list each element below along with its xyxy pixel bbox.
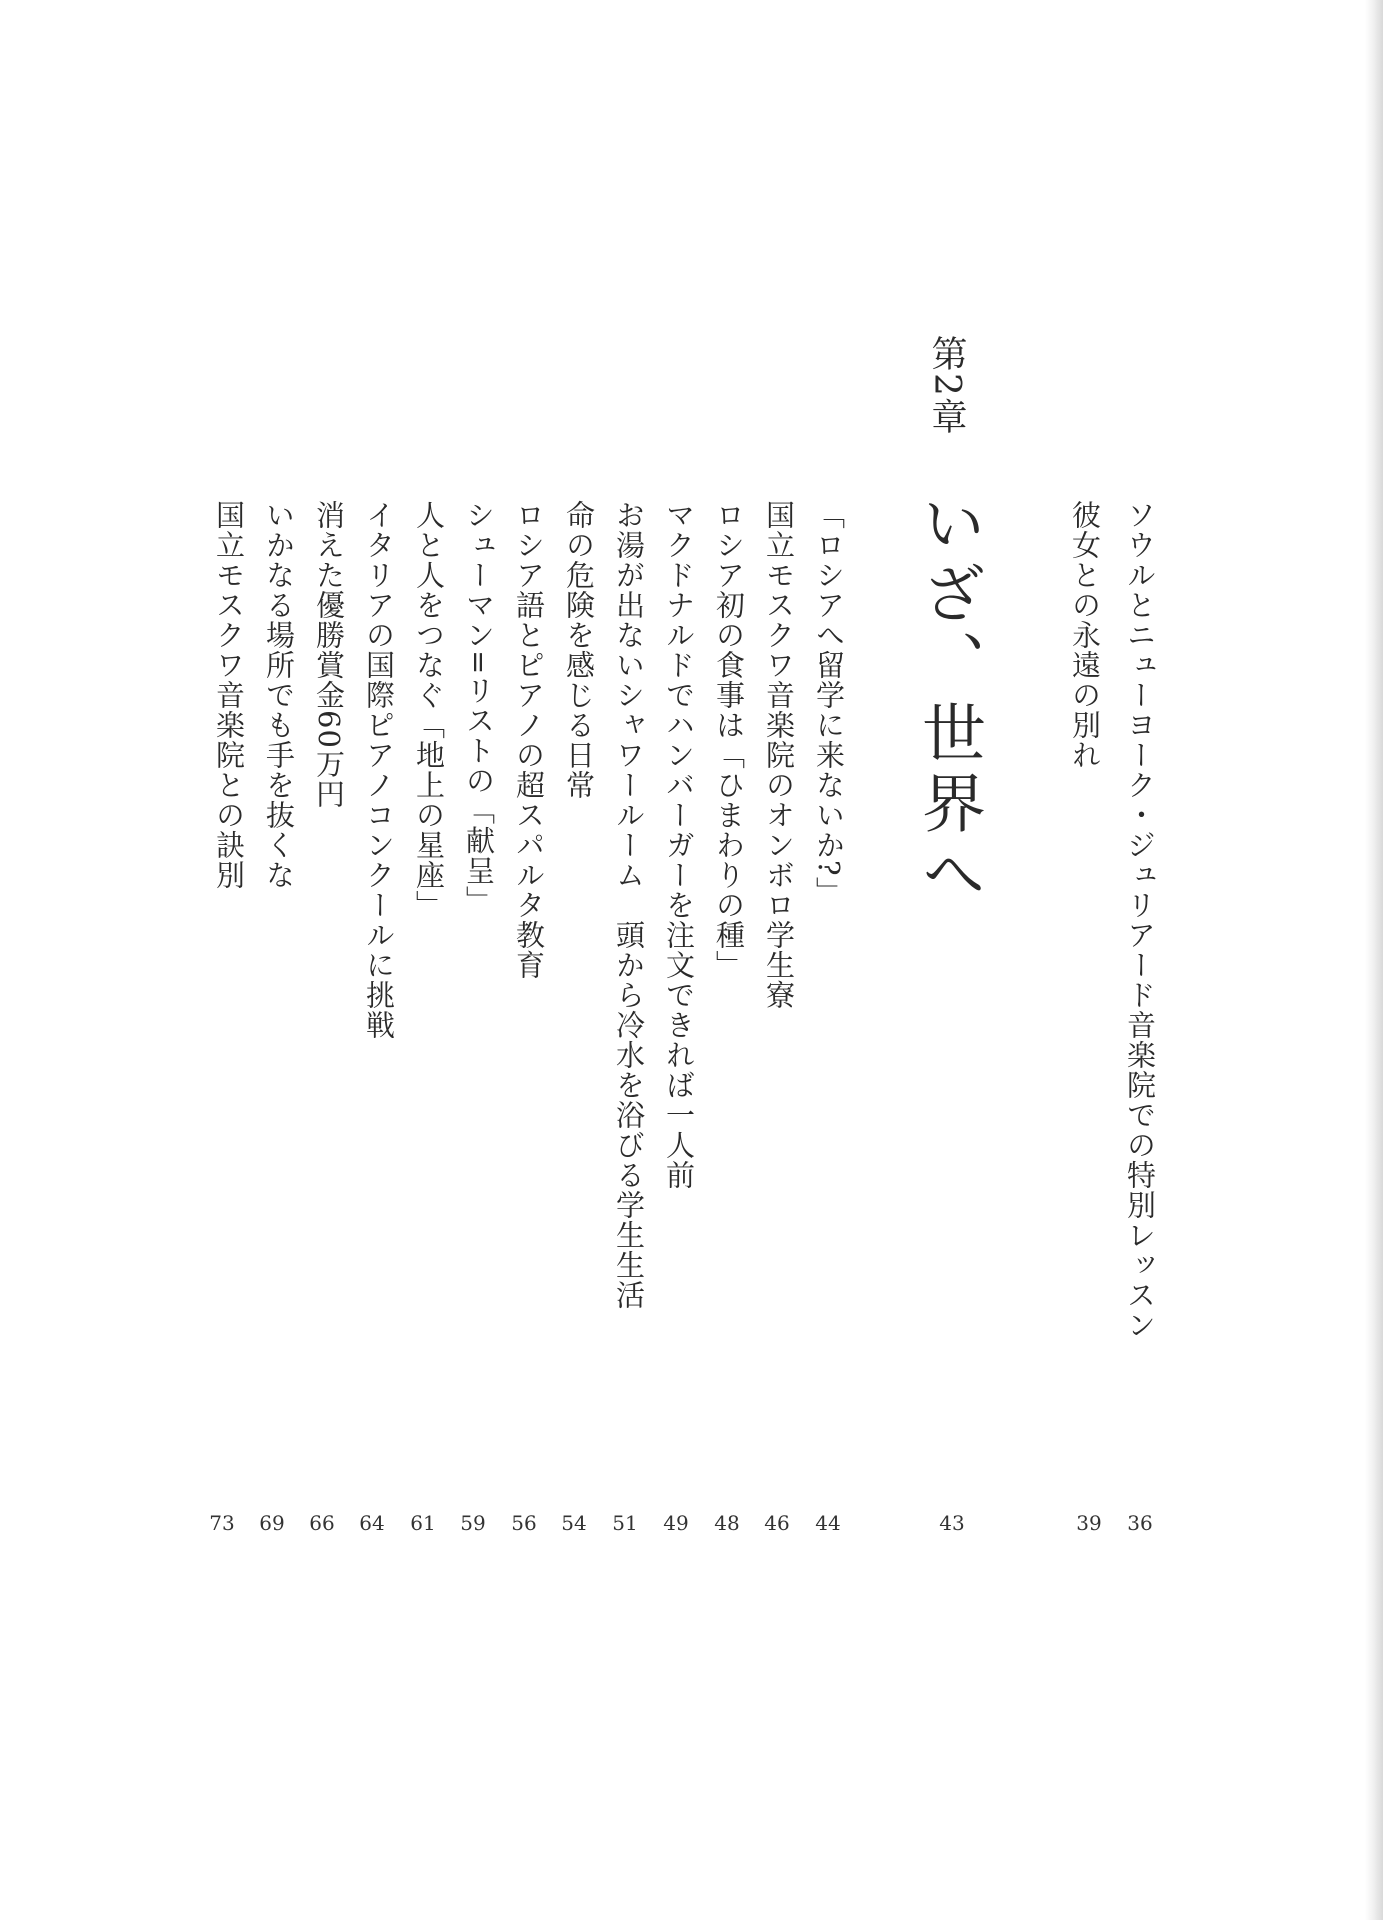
page-number: 49 — [663, 1511, 689, 1535]
toc-entry[interactable]: 命の危険を感じる日常 — [562, 500, 596, 800]
toc-entry[interactable]: 「ロシアへ留学に来ないか?」 — [812, 500, 846, 907]
page-number: 56 — [511, 1511, 537, 1535]
page-number: 46 — [764, 1511, 790, 1535]
page-number: 36 — [1127, 1511, 1153, 1535]
toc-entry[interactable]: ソウルとニューヨーク・ジュリアード音楽院での特別レッスン — [1123, 500, 1157, 1340]
toc-entry[interactable]: 国立モスクワ音楽院との訣別 — [212, 500, 246, 890]
toc-entry[interactable]: 彼女との永遠の別れ — [1068, 500, 1102, 770]
toc-entry[interactable]: 消えた優勝賞金60万円 — [312, 500, 346, 809]
chapter-title[interactable]: いざ、世界へ — [911, 490, 985, 910]
toc-entry[interactable]: イタリアの国際ピアノコンクールに挑戦 — [362, 500, 396, 1040]
page-number: 39 — [1076, 1511, 1102, 1535]
page-number: 66 — [309, 1511, 335, 1535]
toc-entry[interactable]: ロシア語とピアノの超スパルタ教育 — [512, 500, 546, 980]
page-number: 64 — [359, 1511, 385, 1535]
page-number: 48 — [714, 1511, 740, 1535]
page-number: 54 — [561, 1511, 587, 1535]
toc-entry[interactable]: いかなる場所でも手を抜くな — [262, 500, 296, 890]
chapter-label: 第2章 — [926, 335, 967, 436]
page-edge-shadow — [1365, 0, 1383, 1920]
toc-entry[interactable]: お湯が出ないシャワールーム 頭から冷水を浴びる学生生活 — [612, 500, 646, 1310]
page-number: 51 — [612, 1511, 638, 1535]
toc-entry[interactable]: ロシア初の食事は「ひまわりの種」 — [712, 500, 746, 980]
toc-entry[interactable]: 国立モスクワ音楽院のオンボロ学生寮 — [762, 500, 796, 1010]
page-number: 69 — [259, 1511, 285, 1535]
toc-entry[interactable]: シューマン=リストの「献呈」 — [462, 500, 496, 916]
page-number: 73 — [209, 1511, 235, 1535]
page-number: 59 — [460, 1511, 486, 1535]
toc-entry[interactable]: マクドナルドでハンバーガーを注文できれば一人前 — [662, 500, 696, 1190]
page-number: 43 — [939, 1511, 965, 1535]
page-number: 44 — [815, 1511, 841, 1535]
toc-entry[interactable]: 人と人をつなぐ「地上の星座」 — [412, 500, 446, 920]
page-number: 61 — [410, 1511, 436, 1535]
